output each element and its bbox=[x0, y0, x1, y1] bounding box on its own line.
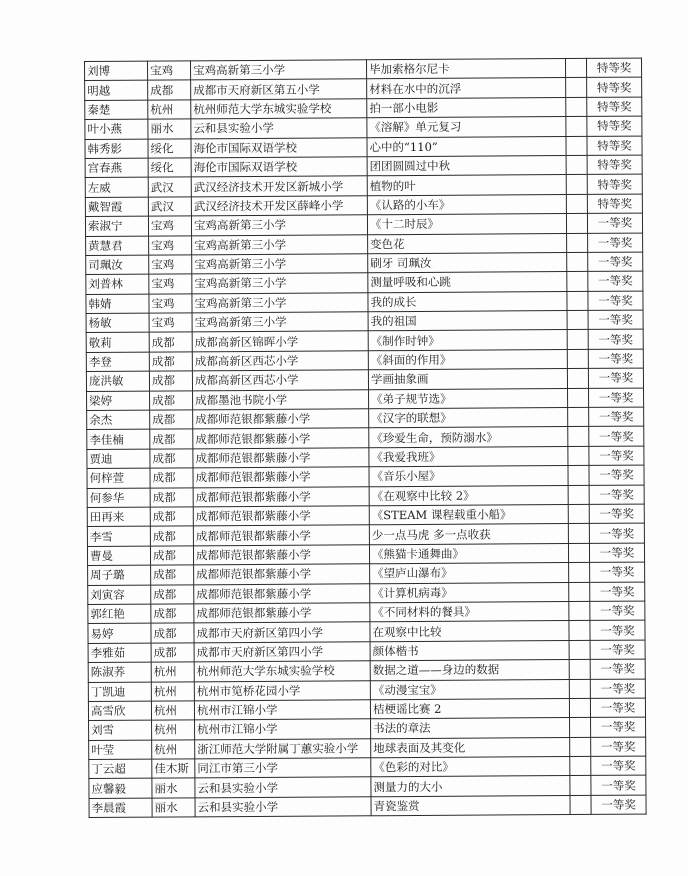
work-title-cell: 《弟子规节选》 bbox=[369, 388, 568, 409]
city-cell: 武汉 bbox=[148, 197, 191, 217]
school-cell: 杭州师范大学东城实验学校 bbox=[191, 99, 367, 119]
table-row bbox=[89, 795, 646, 818]
blank-cell bbox=[567, 311, 588, 331]
award-cell: 一等奖 bbox=[589, 465, 644, 485]
school-cell: 宝鸡高新第三小学 bbox=[192, 292, 368, 312]
award-cell: 一等奖 bbox=[589, 407, 644, 427]
work-title-cell: 《汉字的联想》 bbox=[369, 408, 568, 429]
name-cell: 宫春燕 bbox=[85, 158, 148, 178]
name-cell: 秦楚 bbox=[85, 100, 148, 120]
name-cell: 田再来 bbox=[87, 507, 150, 527]
school-cell: 武汉经济技术开发区新城小学 bbox=[191, 176, 367, 196]
city-cell: 宝鸡 bbox=[149, 294, 192, 314]
school-cell: 成都师范银都紫藤小学 bbox=[193, 525, 369, 545]
award-cell: 一等奖 bbox=[588, 233, 643, 253]
city-cell: 武汉 bbox=[148, 177, 191, 197]
school-cell: 宝鸡高新第三小学 bbox=[192, 273, 368, 293]
name-cell: 左威 bbox=[85, 177, 148, 197]
school-cell: 宝鸡高新第三小学 bbox=[191, 60, 367, 80]
city-cell: 杭州 bbox=[151, 681, 194, 701]
city-cell: 成都 bbox=[150, 507, 193, 527]
blank-cell bbox=[568, 446, 589, 466]
work-title-cell: 我的成长 bbox=[368, 291, 567, 312]
name-cell: 周子璐 bbox=[88, 565, 151, 585]
award-cell: 一等奖 bbox=[589, 543, 644, 563]
school-cell: 云和县实验小学 bbox=[191, 118, 367, 138]
city-cell: 佳木斯 bbox=[152, 759, 195, 779]
name-cell: 韩婧 bbox=[86, 294, 149, 314]
city-cell: 成都 bbox=[149, 332, 192, 352]
blank-cell bbox=[566, 194, 587, 214]
school-cell: 杭州师范大学东城实验学校 bbox=[194, 661, 370, 681]
city-cell: 杭州 bbox=[152, 740, 195, 760]
city-cell: 杭州 bbox=[151, 701, 194, 721]
work-title-cell: 团团圆圆过中秋 bbox=[367, 156, 566, 177]
name-cell: 李晨霞 bbox=[89, 798, 152, 818]
school-cell: 成都师范银都紫藤小学 bbox=[193, 545, 369, 565]
award-cell: 一等奖 bbox=[591, 737, 646, 757]
award-cell: 一等奖 bbox=[590, 562, 645, 582]
award-cell: 一等奖 bbox=[590, 698, 645, 718]
blank-cell bbox=[569, 621, 590, 641]
award-cell: 一等奖 bbox=[589, 427, 644, 447]
award-cell: 特等奖 bbox=[587, 194, 642, 214]
award-cell: 一等奖 bbox=[591, 776, 646, 796]
blank-cell bbox=[566, 78, 587, 98]
blank-cell bbox=[568, 407, 589, 427]
blank-cell bbox=[567, 272, 588, 292]
blank-cell bbox=[569, 563, 590, 583]
school-cell: 成都师范银都紫藤小学 bbox=[193, 467, 369, 487]
city-cell: 宝鸡 bbox=[149, 274, 192, 294]
work-title-cell: 《在观察中比较 2》 bbox=[369, 485, 568, 506]
award-cell: 一等奖 bbox=[588, 330, 643, 350]
award-cell: 一等奖 bbox=[588, 271, 643, 291]
blank-cell bbox=[570, 737, 591, 757]
name-cell: 余杰 bbox=[87, 410, 150, 430]
city-cell: 宝鸡 bbox=[148, 61, 191, 81]
work-title-cell: 《我爱我班》 bbox=[369, 446, 568, 467]
award-cell: 一等奖 bbox=[588, 310, 643, 330]
awards-table bbox=[84, 58, 647, 819]
city-cell: 宝鸡 bbox=[149, 255, 192, 275]
blank-cell bbox=[567, 330, 588, 350]
blank-cell bbox=[566, 97, 587, 117]
award-cell: 特等奖 bbox=[586, 58, 641, 78]
name-cell: 杨敏 bbox=[86, 313, 149, 333]
name-cell: 丁凯迪 bbox=[88, 682, 151, 702]
work-title-cell: 测量力的大小 bbox=[371, 776, 570, 797]
name-cell: 应馨毅 bbox=[89, 779, 152, 799]
award-cell: 一等奖 bbox=[588, 291, 643, 311]
name-cell: 贾迪 bbox=[87, 449, 150, 469]
award-cell: 一等奖 bbox=[590, 620, 645, 640]
work-title-cell: 《望庐山瀑布》 bbox=[370, 563, 569, 584]
award-cell: 一等奖 bbox=[591, 717, 646, 737]
name-cell: 戴智霞 bbox=[85, 197, 148, 217]
work-title-cell: 《音乐小屋》 bbox=[369, 466, 568, 487]
name-cell: 陈淑荞 bbox=[88, 662, 151, 682]
work-title-cell: 《熊猫卡通舞曲》 bbox=[369, 543, 568, 564]
award-cell: 一等奖 bbox=[589, 523, 644, 543]
blank-cell bbox=[566, 175, 587, 195]
school-cell: 宝鸡高新第三小学 bbox=[192, 254, 368, 274]
work-title-cell: 测量呼吸和心跳 bbox=[368, 272, 567, 293]
award-cell: 一等奖 bbox=[588, 349, 643, 369]
award-cell: 一等奖 bbox=[589, 446, 644, 466]
city-cell: 成都 bbox=[149, 352, 192, 372]
school-cell: 成都师范银都紫藤小学 bbox=[193, 486, 369, 506]
school-cell: 成都高新区锦晖小学 bbox=[192, 331, 368, 351]
city-cell: 成都 bbox=[151, 584, 194, 604]
work-title-cell: 《溶解》单元复习 bbox=[367, 117, 566, 138]
blank-cell bbox=[570, 756, 591, 776]
award-cell: 一等奖 bbox=[590, 640, 645, 660]
award-cell: 一等奖 bbox=[589, 388, 644, 408]
name-cell: 李登 bbox=[86, 352, 149, 372]
school-cell: 成都市天府新区第四小学 bbox=[194, 622, 370, 642]
work-title-cell: 《动漫宝宝》 bbox=[370, 679, 569, 700]
school-cell: 成都高新区西芯小学 bbox=[192, 351, 368, 371]
award-cell: 特等奖 bbox=[587, 77, 642, 97]
work-title-cell: 《STEAM 课程载重小船》 bbox=[369, 505, 568, 526]
name-cell: 高雪欣 bbox=[88, 701, 151, 721]
blank-cell bbox=[568, 485, 589, 505]
name-cell: 刘雪 bbox=[89, 720, 152, 740]
work-title-cell: 《制作时钟》 bbox=[368, 330, 567, 351]
work-title-cell: 《不同材料的餐具》 bbox=[370, 601, 569, 622]
city-cell: 成都 bbox=[150, 449, 193, 469]
blank-cell bbox=[570, 718, 591, 738]
work-title-cell: 地球表面及其变化 bbox=[371, 737, 570, 758]
school-cell: 海伦市国际双语学校 bbox=[191, 137, 367, 157]
work-title-cell: 颜体楷书 bbox=[370, 640, 569, 661]
school-cell: 宝鸡高新第三小学 bbox=[191, 215, 367, 235]
award-cell: 一等奖 bbox=[590, 582, 645, 602]
award-cell: 特等奖 bbox=[587, 174, 642, 194]
name-cell: 敬莉 bbox=[86, 333, 149, 353]
award-cell: 一等奖 bbox=[588, 368, 643, 388]
work-title-cell: 少一点马虎 多一点收获 bbox=[369, 524, 568, 545]
award-cell: 一等奖 bbox=[590, 601, 645, 621]
school-cell: 杭州市笕桥花园小学 bbox=[194, 680, 370, 700]
city-cell: 丽水 bbox=[148, 119, 191, 139]
blank-cell bbox=[568, 504, 589, 524]
work-title-cell: 《斜面的作用》 bbox=[368, 349, 567, 370]
blank-cell bbox=[566, 214, 587, 234]
blank-cell bbox=[568, 427, 589, 447]
award-cell: 特等奖 bbox=[587, 136, 642, 156]
work-title-cell: 数据之道——身边的数据 bbox=[370, 660, 569, 681]
name-cell: 梁婷 bbox=[87, 391, 150, 411]
school-cell: 同江市第三小学 bbox=[195, 758, 371, 778]
work-title-cell: 拍一部小电影 bbox=[367, 97, 566, 118]
blank-cell bbox=[570, 795, 591, 815]
school-cell: 武汉经济技术开发区薛峰小学 bbox=[191, 196, 367, 216]
award-cell: 一等奖 bbox=[587, 213, 642, 233]
name-cell: 司珮汝 bbox=[86, 255, 149, 275]
city-cell: 成都 bbox=[151, 604, 194, 624]
work-title-cell: 书法的章法 bbox=[371, 718, 570, 739]
work-title-cell: 《计算机病毒》 bbox=[370, 582, 569, 603]
city-cell: 成都 bbox=[150, 429, 193, 449]
award-cell: 特等奖 bbox=[587, 155, 642, 175]
award-cell: 一等奖 bbox=[591, 756, 646, 776]
school-cell: 成都市天府新区第五小学 bbox=[191, 79, 367, 99]
blank-cell bbox=[568, 388, 589, 408]
work-title-cell: 《色彩的对比》 bbox=[371, 757, 570, 778]
name-cell: 索淑宁 bbox=[85, 216, 148, 236]
city-cell: 成都 bbox=[150, 410, 193, 430]
school-cell: 成都师范银都紫藤小学 bbox=[193, 506, 369, 526]
work-title-cell: 《珍爱生命，预防溺水》 bbox=[369, 427, 568, 448]
city-cell: 成都 bbox=[151, 565, 194, 585]
work-title-cell: 心中的“110” bbox=[367, 136, 566, 157]
school-cell: 成都师范银都紫藤小学 bbox=[193, 409, 369, 429]
work-title-cell: 在观察中比较 bbox=[370, 621, 569, 642]
city-cell: 杭州 bbox=[152, 720, 195, 740]
name-cell: 丁云超 bbox=[89, 759, 152, 779]
awards-table-body bbox=[85, 58, 647, 818]
city-cell: 成都 bbox=[150, 390, 193, 410]
blank-cell bbox=[568, 466, 589, 486]
city-cell: 丽水 bbox=[152, 798, 195, 818]
name-cell: 刘普林 bbox=[86, 274, 149, 294]
award-cell: 一等奖 bbox=[590, 659, 645, 679]
name-cell: 庞洪敏 bbox=[86, 371, 149, 391]
school-cell: 宝鸡高新第三小学 bbox=[192, 312, 368, 332]
school-cell: 成都市天府新区第四小学 bbox=[194, 641, 370, 661]
work-title-cell: 毕加索格尔尼卡 bbox=[366, 59, 565, 80]
city-cell: 绥化 bbox=[148, 138, 191, 158]
award-cell: 特等奖 bbox=[587, 97, 642, 117]
city-cell: 丽水 bbox=[152, 778, 195, 798]
city-cell: 成都 bbox=[149, 371, 192, 391]
city-cell: 宝鸡 bbox=[149, 235, 192, 255]
name-cell: 叶莹 bbox=[89, 740, 152, 760]
blank-cell bbox=[570, 776, 591, 796]
school-cell: 云和县实验小学 bbox=[195, 777, 371, 797]
city-cell: 成都 bbox=[150, 468, 193, 488]
name-cell: 郭红艳 bbox=[88, 604, 151, 624]
blank-cell bbox=[569, 601, 590, 621]
blank-cell bbox=[565, 58, 586, 78]
work-title-cell: 《认路的小车》 bbox=[367, 194, 566, 215]
name-cell: 明越 bbox=[85, 81, 148, 101]
city-cell: 成都 bbox=[150, 487, 193, 507]
school-cell: 宝鸡高新第三小学 bbox=[192, 234, 368, 254]
city-cell: 杭州 bbox=[148, 100, 191, 120]
blank-cell bbox=[569, 582, 590, 602]
city-cell: 成都 bbox=[151, 643, 194, 663]
city-cell: 宝鸡 bbox=[149, 313, 192, 333]
school-cell: 杭州市江锦小学 bbox=[194, 700, 370, 720]
work-title-cell: 刷牙 司珮汝 bbox=[368, 252, 567, 273]
work-title-cell: 青瓷鉴赏 bbox=[371, 795, 570, 816]
name-cell: 叶小燕 bbox=[85, 119, 148, 139]
award-cell: 一等奖 bbox=[589, 485, 644, 505]
work-title-cell: 学画抽象画 bbox=[368, 369, 567, 390]
city-cell: 杭州 bbox=[151, 662, 194, 682]
name-cell: 李雅茹 bbox=[88, 643, 151, 663]
blank-cell bbox=[568, 524, 589, 544]
blank-cell bbox=[567, 349, 588, 369]
city-cell: 成都 bbox=[150, 546, 193, 566]
blank-cell bbox=[569, 660, 590, 680]
work-title-cell: 材料在水中的沉浮 bbox=[367, 78, 566, 99]
blank-cell bbox=[566, 155, 587, 175]
work-title-cell: 《十二时辰》 bbox=[367, 214, 566, 235]
blank-cell bbox=[567, 369, 588, 389]
city-cell: 绥化 bbox=[148, 158, 191, 178]
school-cell: 成都师范银都紫藤小学 bbox=[194, 583, 370, 603]
blank-cell bbox=[569, 640, 590, 660]
city-cell: 成都 bbox=[150, 526, 193, 546]
blank-cell bbox=[568, 543, 589, 563]
blank-cell bbox=[566, 117, 587, 137]
award-cell: 一等奖 bbox=[591, 795, 646, 815]
award-cell: 特等奖 bbox=[587, 116, 642, 136]
school-cell: 成都墨池书院小学 bbox=[193, 389, 369, 409]
name-cell: 易婷 bbox=[88, 623, 151, 643]
award-cell: 一等奖 bbox=[590, 679, 645, 699]
school-cell: 海伦市国际双语学校 bbox=[191, 157, 367, 177]
blank-cell bbox=[567, 252, 588, 272]
work-title-cell: 我的祖国 bbox=[368, 311, 567, 332]
work-title-cell: 植物的叶 bbox=[367, 175, 566, 196]
school-cell: 浙江师范大学附属丁蕙实验小学 bbox=[195, 738, 371, 758]
city-cell: 成都 bbox=[151, 623, 194, 643]
name-cell: 韩秀影 bbox=[85, 139, 148, 159]
city-cell: 宝鸡 bbox=[148, 216, 191, 236]
work-title-cell: 桔梗谣比赛 2 bbox=[370, 698, 569, 719]
school-cell: 成都师范银都紫藤小学 bbox=[193, 428, 369, 448]
name-cell: 黄慧君 bbox=[86, 236, 149, 256]
award-cell: 一等奖 bbox=[589, 504, 644, 524]
city-cell: 成都 bbox=[148, 80, 191, 100]
name-cell: 何参华 bbox=[87, 488, 150, 508]
name-cell: 何梓萱 bbox=[87, 468, 150, 488]
name-cell: 刘寅容 bbox=[88, 585, 151, 605]
name-cell: 李佳楠 bbox=[87, 430, 150, 450]
blank-cell bbox=[567, 233, 588, 253]
blank-cell bbox=[567, 291, 588, 311]
name-cell: 刘博 bbox=[85, 61, 148, 81]
school-cell: 成都师范银都紫藤小学 bbox=[193, 448, 369, 468]
name-cell: 李雪 bbox=[87, 526, 150, 546]
work-title-cell: 变色花 bbox=[368, 233, 567, 254]
school-cell: 成都师范银都紫藤小学 bbox=[194, 564, 370, 584]
school-cell: 成都师范银都紫藤小学 bbox=[194, 603, 370, 623]
name-cell: 曹曼 bbox=[87, 546, 150, 566]
school-cell: 成都高新区西芯小学 bbox=[192, 370, 368, 390]
award-cell: 一等奖 bbox=[588, 252, 643, 272]
blank-cell bbox=[569, 698, 590, 718]
blank-cell bbox=[566, 136, 587, 156]
school-cell: 杭州市江锦小学 bbox=[195, 719, 371, 739]
blank-cell bbox=[569, 679, 590, 699]
school-cell: 云和县实验小学 bbox=[195, 797, 371, 817]
